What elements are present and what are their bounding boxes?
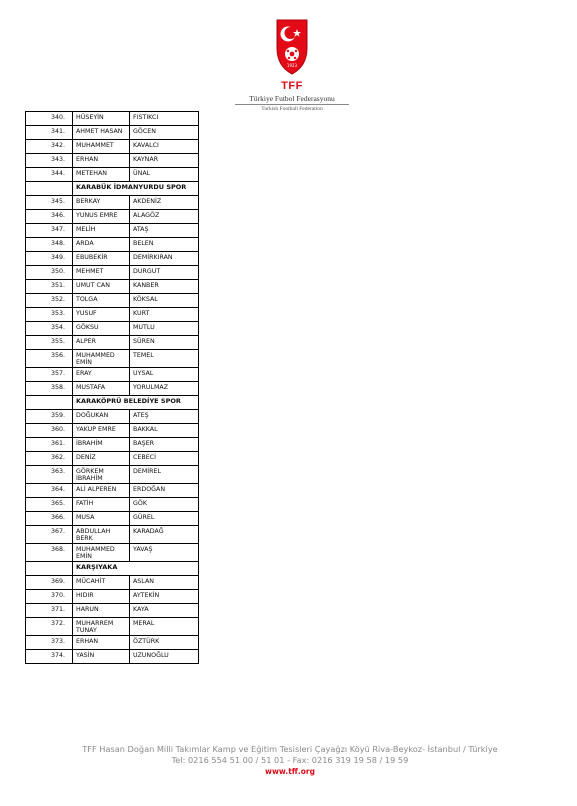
player-row — [26, 238, 199, 252]
player-number: 362. — [26, 452, 73, 466]
player-number: 350. — [26, 266, 73, 280]
player-number: 368. — [26, 544, 73, 562]
player-row — [26, 618, 199, 636]
player-row — [26, 452, 199, 466]
player-first-name: HARUN — [73, 604, 130, 618]
player-number: 343. — [26, 154, 73, 168]
player-last-name: ASLAN — [130, 576, 199, 590]
club-header-row — [26, 182, 199, 196]
player-number: 344. — [26, 168, 73, 182]
player-last-name: YORULMAZ — [130, 382, 199, 396]
club-name: KARABÜK İDMANYURDU SPOR — [73, 182, 199, 196]
player-first-name: MUHAMMED EMİN — [73, 350, 130, 368]
club-header-row — [26, 396, 199, 410]
player-number: 358. — [26, 382, 73, 396]
player-last-name: KAYA — [130, 604, 199, 618]
player-row — [26, 604, 199, 618]
player-number: 355. — [26, 336, 73, 350]
player-row — [26, 308, 199, 322]
player-first-name: MUSTAFA — [73, 382, 130, 396]
player-last-name: ATAŞ — [130, 224, 199, 238]
player-number: 370. — [26, 590, 73, 604]
player-number: 359. — [26, 410, 73, 424]
tff-logo — [233, 14, 351, 114]
player-row — [26, 196, 199, 210]
emblem-year: 1923 — [286, 63, 298, 68]
player-last-name: KAVALCI — [130, 140, 199, 154]
player-row — [26, 636, 199, 650]
player-list-table — [25, 111, 199, 664]
player-first-name: YASİN — [73, 650, 130, 664]
player-first-name: HÜSEYİN — [73, 112, 130, 126]
player-row — [26, 168, 199, 182]
player-number: 345. — [26, 196, 73, 210]
player-last-name: KARADAĞ — [130, 526, 199, 544]
player-number: 357. — [26, 368, 73, 382]
player-last-name: KANBER — [130, 280, 199, 294]
player-row — [26, 544, 199, 562]
player-last-name: DURGUT — [130, 266, 199, 280]
player-first-name: MUSA — [73, 512, 130, 526]
footer-url[interactable]: www.tff.org — [265, 767, 315, 776]
tff-emblem-icon — [233, 14, 351, 80]
logo-abbr: TFF — [281, 80, 303, 92]
player-number: 356. — [26, 350, 73, 368]
player-number: 341. — [26, 126, 73, 140]
player-number: 360. — [26, 424, 73, 438]
player-last-name: ERDOĞAN — [130, 484, 199, 498]
page-footer — [40, 744, 540, 777]
player-number: 352. — [26, 294, 73, 308]
player-last-name: MUTLU — [130, 322, 199, 336]
player-row — [26, 526, 199, 544]
player-number: 354. — [26, 322, 73, 336]
player-first-name: YUSUF — [73, 308, 130, 322]
player-first-name: ERHAN — [73, 154, 130, 168]
player-first-name: EBUBEKİR — [73, 252, 130, 266]
player-last-name: ALAGÖZ — [130, 210, 199, 224]
player-last-name: BAKKAL — [130, 424, 199, 438]
player-row — [26, 576, 199, 590]
player-number: 364. — [26, 484, 73, 498]
player-first-name: METEHAN — [73, 168, 130, 182]
player-row — [26, 410, 199, 424]
player-first-name: MÜCAHİT — [73, 576, 130, 590]
player-number: 349. — [26, 252, 73, 266]
player-first-name: MUHAMMET — [73, 140, 130, 154]
player-last-name: AYTEKİN — [130, 590, 199, 604]
player-first-name: DOĞUKAN — [73, 410, 130, 424]
player-first-name: MELİH — [73, 224, 130, 238]
footer-contact: Tel: 0216 554 51 00 / 51 01 - Fax: 0216 319 19 58 / 19 59 — [171, 755, 409, 765]
player-row — [26, 590, 199, 604]
player-row — [26, 382, 199, 396]
player-last-name: SÜREN — [130, 336, 199, 350]
player-first-name: ABDULLAH BERK — [73, 526, 130, 544]
player-first-name: ALPER — [73, 336, 130, 350]
player-row — [26, 154, 199, 168]
player-row — [26, 438, 199, 452]
player-row — [26, 350, 199, 368]
player-first-name: ALİ ALPEREN — [73, 484, 130, 498]
player-number: 351. — [26, 280, 73, 294]
player-last-name: GÜREL — [130, 512, 199, 526]
player-number: 340. — [26, 112, 73, 126]
player-last-name: YAVAŞ — [130, 544, 199, 562]
player-number: 373. — [26, 636, 73, 650]
player-last-name: MERAL — [130, 618, 199, 636]
player-number: 367. — [26, 526, 73, 544]
player-row — [26, 224, 199, 238]
club-name: KARŞIYAKA — [73, 562, 199, 576]
player-row — [26, 322, 199, 336]
player-last-name: BAŞER — [130, 438, 199, 452]
player-row — [26, 210, 199, 224]
player-number: 347. — [26, 224, 73, 238]
player-first-name: MUHAMMED EMİN — [73, 544, 130, 562]
player-first-name: DENİZ — [73, 452, 130, 466]
club-name: KARAKÖPRÜ BELEDİYE SPOR — [73, 396, 199, 410]
player-first-name: YUNUS EMRE — [73, 210, 130, 224]
player-last-name: KURT — [130, 308, 199, 322]
player-row — [26, 424, 199, 438]
player-number: 365. — [26, 498, 73, 512]
player-last-name: ÖZTÜRK — [130, 636, 199, 650]
player-number: 346. — [26, 210, 73, 224]
player-last-name: AKDENİZ — [130, 196, 199, 210]
player-last-name: FISTIKCI — [130, 112, 199, 126]
player-first-name: ARDA — [73, 238, 130, 252]
player-first-name: YAKUP EMRE — [73, 424, 130, 438]
player-last-name: GÖK — [130, 498, 199, 512]
player-first-name: FATİH — [73, 498, 130, 512]
footer-address: TFF Hasan Doğan Milli Takımlar Kamp ve Eğitim Tesisleri Çayağzı Köyü Riva-Beykoz- İstanbul / Türkiye — [82, 744, 498, 754]
player-row — [26, 498, 199, 512]
player-first-name: TOLGA — [73, 294, 130, 308]
player-row — [26, 252, 199, 266]
player-row — [26, 112, 199, 126]
player-first-name: GÖRKEM İBRAHİM — [73, 466, 130, 484]
player-row — [26, 512, 199, 526]
club-number-cell — [26, 562, 73, 576]
player-first-name: MUHARREM TUNAY — [73, 618, 130, 636]
player-row — [26, 140, 199, 154]
player-first-name: MEHMET — [73, 266, 130, 280]
player-last-name: TEMEL — [130, 350, 199, 368]
player-last-name: DEMİRKIRAN — [130, 252, 199, 266]
player-last-name: ÜNAL — [130, 168, 199, 182]
player-row — [26, 280, 199, 294]
logo-divider — [235, 104, 349, 105]
player-number: 348. — [26, 238, 73, 252]
player-first-name: GÖKSU — [73, 322, 130, 336]
player-first-name: AHMET HASAN — [73, 126, 130, 140]
player-last-name: ATEŞ — [130, 410, 199, 424]
logo-name: Türkiye Futbol Federasyonu — [249, 94, 335, 103]
club-header-row — [26, 562, 199, 576]
player-first-name: HIDIR — [73, 590, 130, 604]
player-last-name: UYSAL — [130, 368, 199, 382]
player-row — [26, 650, 199, 664]
player-number: 369. — [26, 576, 73, 590]
player-number: 363. — [26, 466, 73, 484]
club-number-cell — [26, 396, 73, 410]
player-last-name: KAYNAR — [130, 154, 199, 168]
player-number: 342. — [26, 140, 73, 154]
player-last-name: GÖCEN — [130, 126, 199, 140]
club-number-cell — [26, 182, 73, 196]
player-row — [26, 294, 199, 308]
player-number: 353. — [26, 308, 73, 322]
player-row — [26, 266, 199, 280]
player-last-name: BELEN — [130, 238, 199, 252]
player-number: 372. — [26, 618, 73, 636]
logo-name-en: Turkish Football Federation — [261, 106, 323, 112]
player-number: 371. — [26, 604, 73, 618]
player-first-name: BERKAY — [73, 196, 130, 210]
player-number: 361. — [26, 438, 73, 452]
player-row — [26, 368, 199, 382]
player-last-name: CEBECİ — [130, 452, 199, 466]
player-list-body — [26, 112, 199, 664]
player-first-name: UMUT CAN — [73, 280, 130, 294]
player-first-name: ERAY — [73, 368, 130, 382]
player-number: 366. — [26, 512, 73, 526]
player-number: 374. — [26, 650, 73, 664]
player-first-name: İBRAHİM — [73, 438, 130, 452]
player-first-name: ERHAN — [73, 636, 130, 650]
player-row — [26, 126, 199, 140]
player-last-name: UZUNOĞLU — [130, 650, 199, 664]
player-row — [26, 484, 199, 498]
player-last-name: DEMİREL — [130, 466, 199, 484]
player-row — [26, 336, 199, 350]
player-last-name: KÖKSAL — [130, 294, 199, 308]
player-row — [26, 466, 199, 484]
